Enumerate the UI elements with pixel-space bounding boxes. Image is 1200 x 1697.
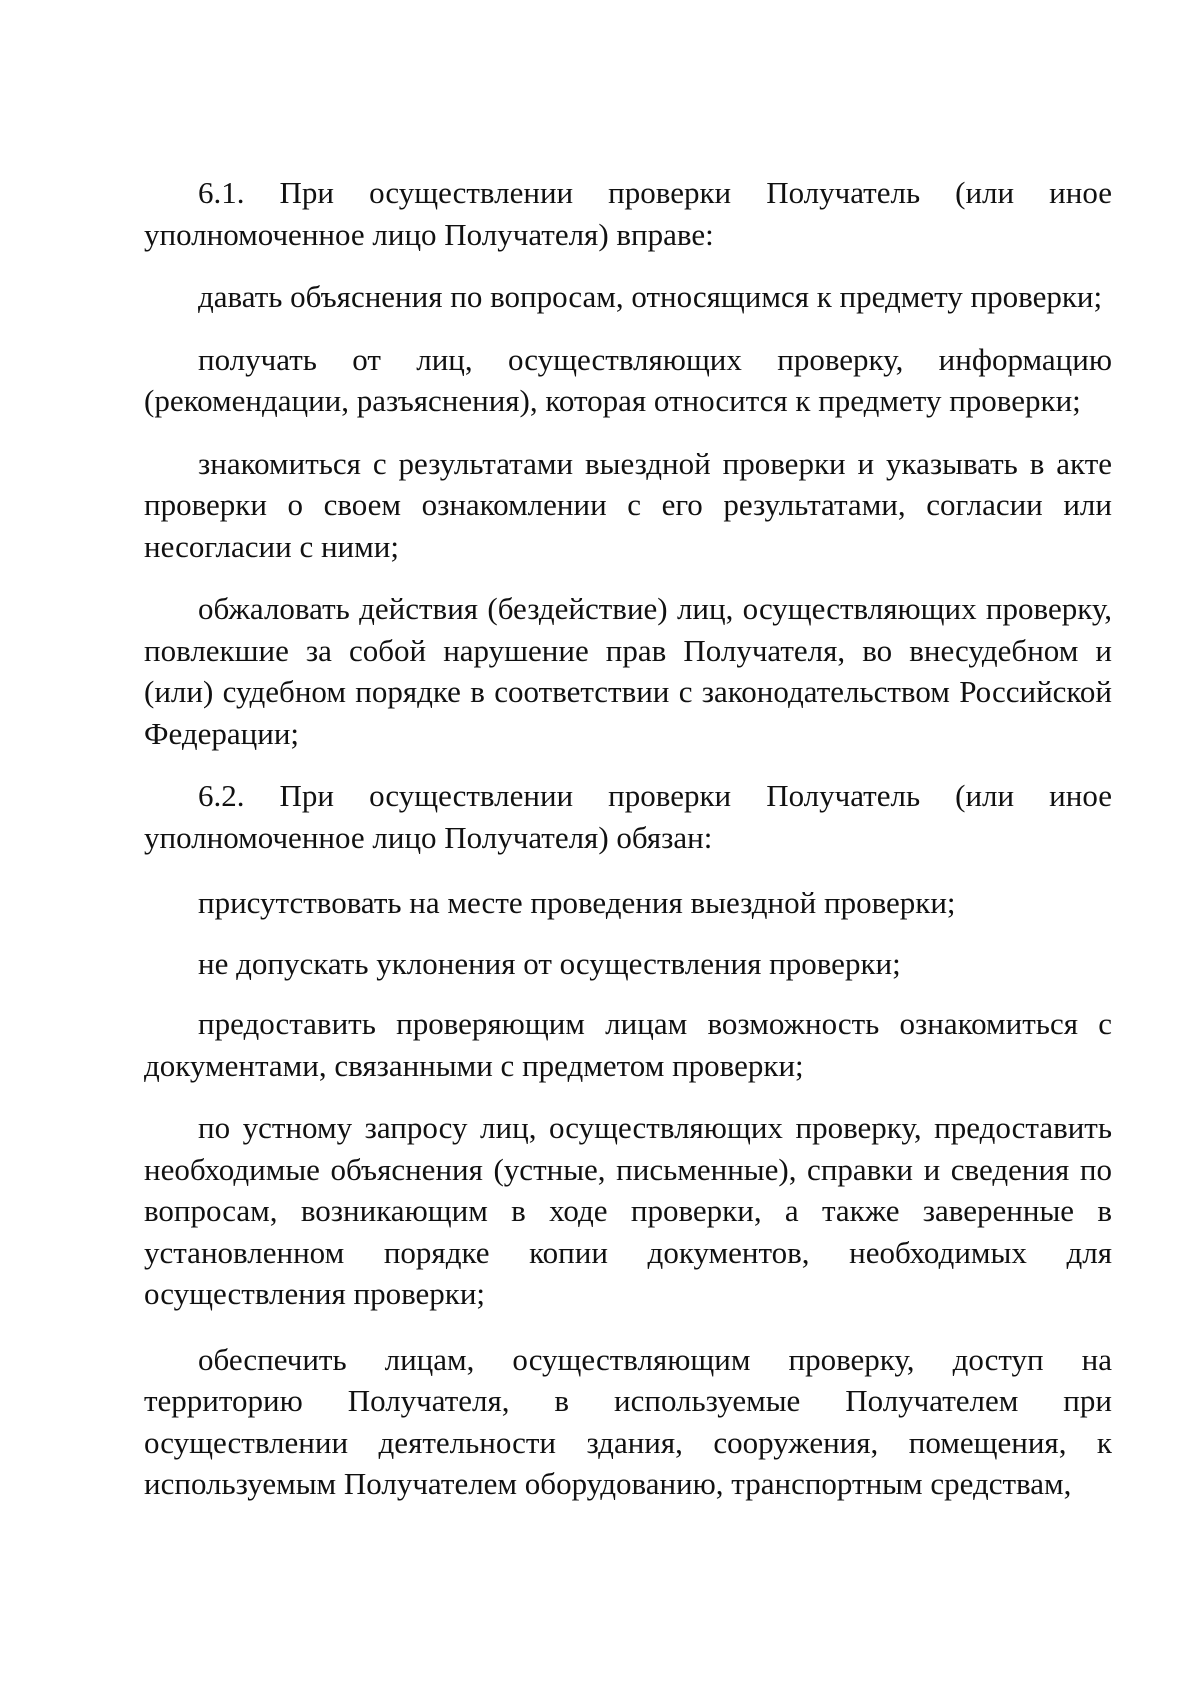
document-body xyxy=(144,172,1112,1505)
paragraph-6-2: 6.2. При осуществлении проверки Получатель (или иное уполномоченное лицо Получателя) обязан: xyxy=(144,778,1112,855)
paragraph-right-review-results: знакомиться с результатами выездной проверки и указывать в акте проверки о своем ознакомлении с его результатами, согласии или несогласии с ними; xyxy=(144,445,1112,564)
paragraph-right-appeal: обжаловать действия (бездействие) лиц, осуществляющих проверку, повлекшие за собой нарушение прав Получателя, во внесудебном и (или) судебном порядке в соответствии с законодательством Российской Федерации; xyxy=(144,591,1112,751)
paragraph-right-receive-information: получать от лиц, осуществляющих проверку, информацию (рекомендации, разъяснения), которая относится к предмету проверки; xyxy=(144,341,1112,418)
paragraph-duty-not-evade: не допускать уклонения от осуществления проверки; xyxy=(198,945,901,981)
paragraph-duty-provide-documents: предоставить проверяющим лицам возможность ознакомиться с документами, связанными с предметом проверки; xyxy=(144,1006,1112,1083)
paragraph-duty-provide-explanations: по устному запросу лиц, осуществляющих проверку, предоставить необходимые объяснения (устные, письменные), справки и сведения по вопросам, возникающим в ходе проверки, а также заверенные в установленном порядке копии документов, необходимых для осуществления проверки; xyxy=(144,1110,1112,1311)
paragraph-duty-provide-access: обеспечить лицам, осуществляющим проверку, доступ на территорию Получателя, в используемые Получателем при осуществлении деятельности здания, сооружения, помещения, к используемым Получателем оборудованию, транспортным средствам, xyxy=(144,1341,1112,1501)
paragraph-duty-be-present: присутствовать на месте проведения выездной проверки; xyxy=(198,885,956,920)
paragraph-6-1: 6.1. При осуществлении проверки Получатель (или иное уполномоченное лицо Получателя) вправе: xyxy=(144,175,1112,252)
paragraph-right-give-explanations: давать объяснения по вопросам, относящимся к предмету проверки; xyxy=(198,279,1103,314)
